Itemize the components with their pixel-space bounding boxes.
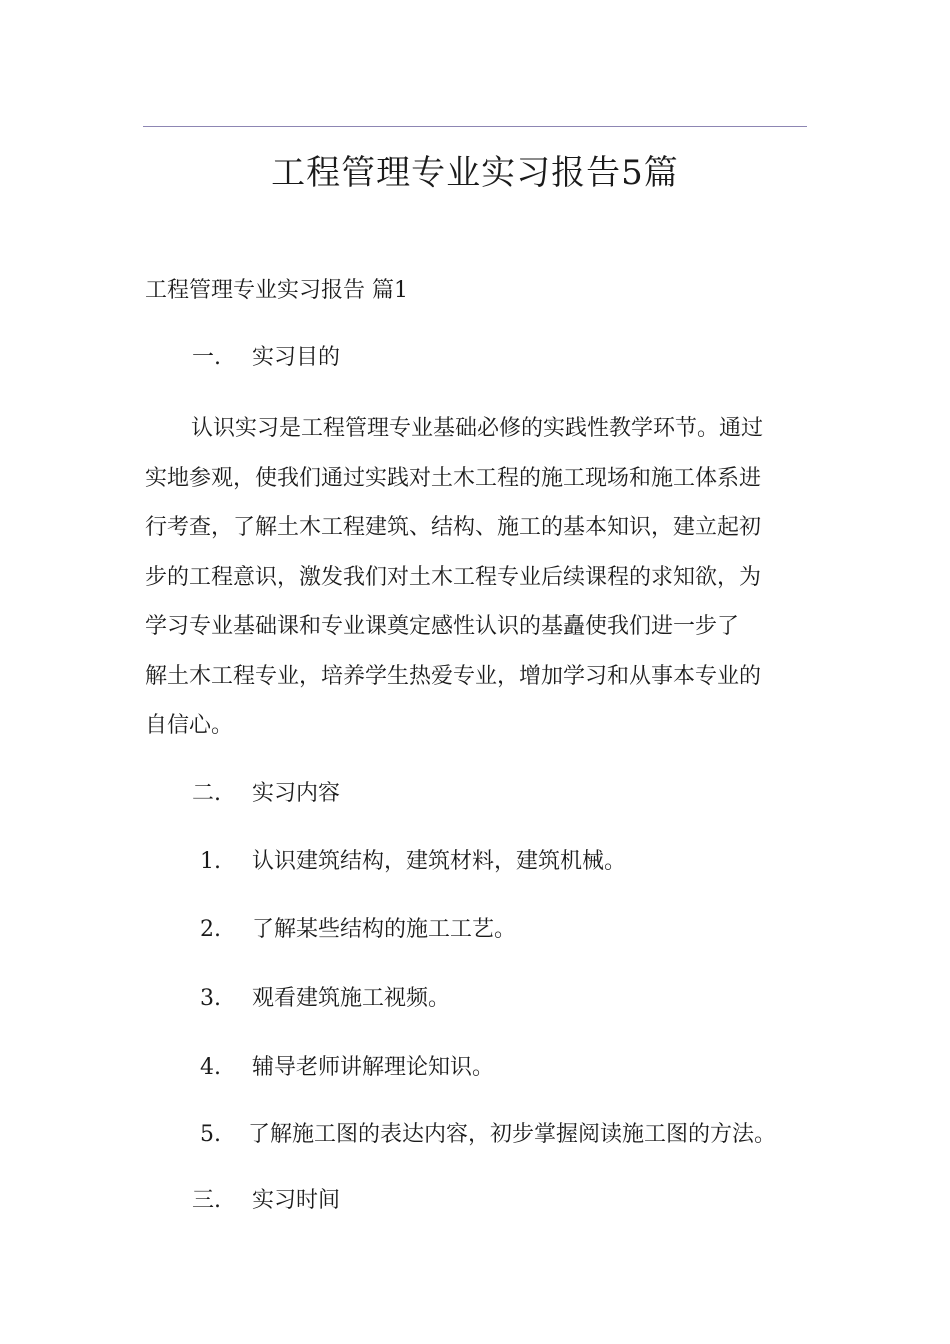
list-item-number: 4.: [200, 1055, 221, 1080]
list-item-number: 5.: [200, 1122, 221, 1147]
list-item-text: 了解某些结构的施工工艺。: [252, 917, 517, 942]
paragraph-line: 学习专业基础课和专业课奠定感性认识的基矗使我们进一步了: [145, 614, 740, 639]
paragraph-line: 步的工程意识，激发我们对土木工程专业后续课程的求知欲，为: [145, 564, 762, 590]
list-item-number: 3.: [200, 986, 221, 1011]
header-rule: [143, 126, 807, 127]
section-title: 实习目的: [252, 345, 341, 370]
paragraph-line: 自信心。: [145, 713, 234, 738]
purpose-paragraph: [145, 404, 809, 751]
section-number: 三.: [192, 1188, 221, 1213]
paragraph-line: 认识实习是工程管理专业基础必修的实践性教学环节。通过: [191, 416, 764, 441]
list-item-text: 辅导老师讲解理论知识。: [252, 1055, 495, 1080]
paragraph-line: 解土木工程专业，培养学生热爱专业，增加学习和从事本专业的: [145, 663, 762, 689]
section-number: 一.: [192, 345, 221, 370]
paragraph-line: 行考查，了解土木工程建筑、结构、施工的基本知识，建立起初: [145, 515, 762, 540]
list-item-text: 了解施工图的表达内容，初步掌握阅读施工图的方法。: [248, 1122, 777, 1147]
list-item-text: 观看建筑施工视频。: [252, 986, 451, 1011]
section-title: 实习内容: [252, 781, 341, 806]
list-item-number: 2.: [200, 917, 221, 942]
paragraph-line: 实地参观，使我们通过实践对土木工程的施工现场和施工体系进: [145, 465, 762, 491]
section-title: 实习时间: [252, 1188, 341, 1213]
document-title: 工程管理专业实习报告5篇: [271, 153, 679, 193]
section-heading: 工程管理专业实习报告 篇1: [145, 278, 408, 303]
list-item-number: 1.: [200, 849, 221, 874]
section-number: 二.: [192, 781, 221, 806]
list-item-text: 认识建筑结构，建筑材料，建筑机械。: [252, 849, 627, 874]
